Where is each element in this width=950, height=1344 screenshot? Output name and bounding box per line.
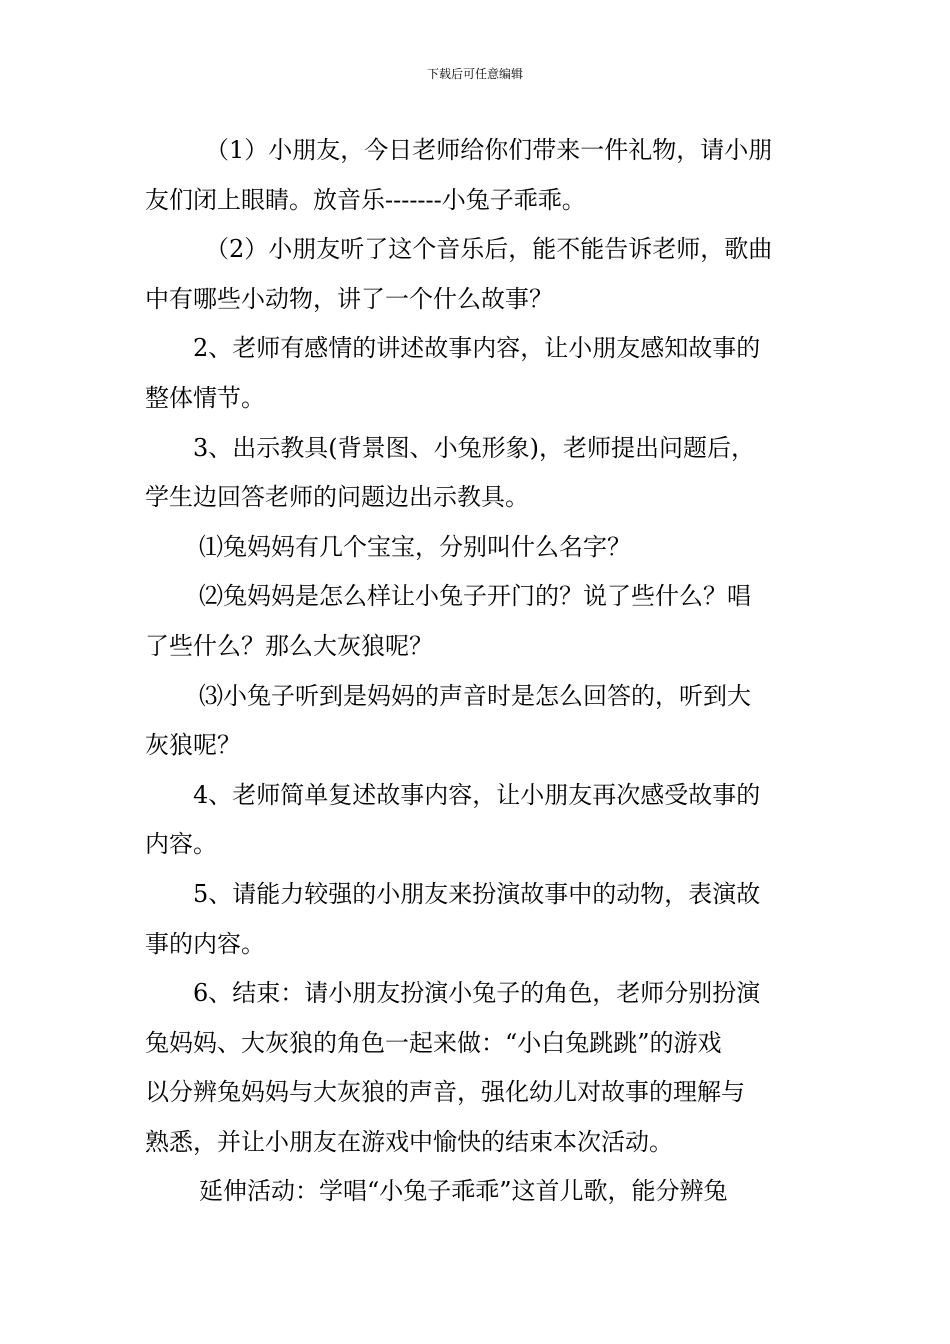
- paragraph-6: [145, 572, 810, 671]
- text-line: 4、老师简单复述故事内容，让小朋友再次感受故事的: [193, 780, 761, 809]
- page-header: 下载后可任意编辑: [426, 67, 523, 81]
- text-line: 学生边回答老师的问题边出示教具。: [145, 483, 529, 512]
- paragraph-4: [145, 424, 810, 523]
- text-line: 兔妈妈、大灰狼的角色一起来做：“小白兔跳跳”的游戏: [145, 1028, 722, 1057]
- text-line: 中有哪些小动物，讲了一个什么故事？: [145, 284, 553, 313]
- text-line: 3、出示教具(背景图、小兔形象)，老师提出问题后，: [193, 433, 755, 462]
- text-line: 6、结束：请小朋友扮演小兔子的角色，老师分别扮演: [193, 979, 761, 1008]
- paragraph-11: [145, 1167, 810, 1217]
- text-line: ⑴兔妈妈有几个宝宝，分别叫什么名字？: [199, 532, 631, 561]
- text-line: 延伸活动：学唱“小兔子乖乖”这首儿歌，能分辨兔: [199, 1177, 728, 1206]
- paragraph-10: [145, 969, 810, 1167]
- text-line: （1）小朋友，今日老师给你们带来一件礼物，请小朋: [205, 136, 773, 164]
- paragraph-8: [145, 771, 810, 870]
- text-line: 5、请能力较强的小朋友来扮演故事中的动物，表演故: [193, 879, 761, 908]
- text-line: 友们闭上眼睛。放音乐-------小兔子乖乖。: [145, 185, 586, 214]
- text-line: （2）小朋友听了这个音乐后，能不能告诉老师，歌曲: [205, 235, 773, 264]
- text-line: ⑶小兔子听到是妈妈的声音时是怎么回答的，听到大: [199, 681, 751, 710]
- text-line: ⑵兔妈妈是怎么样让小兔子开门的？说了些什么？唱: [199, 582, 751, 611]
- text-line: 事的内容。: [145, 929, 265, 958]
- paragraph-5: [145, 523, 810, 573]
- paragraph-9: [145, 870, 810, 969]
- paragraph-2: [145, 225, 810, 324]
- text-line: 以分辨兔妈妈与大灰狼的声音，强化幼儿对故事的理解与: [145, 1078, 745, 1107]
- document-body: [145, 126, 810, 1217]
- paragraph-3: [145, 324, 810, 423]
- text-line: 内容。: [145, 830, 217, 859]
- paragraph-7: [145, 672, 810, 771]
- text-line: 灰狼呢？: [145, 731, 241, 760]
- text-line: 整体情节。: [145, 383, 265, 412]
- text-line: 熟悉，并让小朋友在游戏中愉快的结束本次活动。: [145, 1127, 673, 1156]
- text-line: 2、老师有感情的讲述故事内容，让小朋友感知故事的: [193, 334, 761, 363]
- text-line: 了些什么？那么大灰狼呢？: [145, 631, 433, 660]
- paragraph-1: [145, 126, 810, 225]
